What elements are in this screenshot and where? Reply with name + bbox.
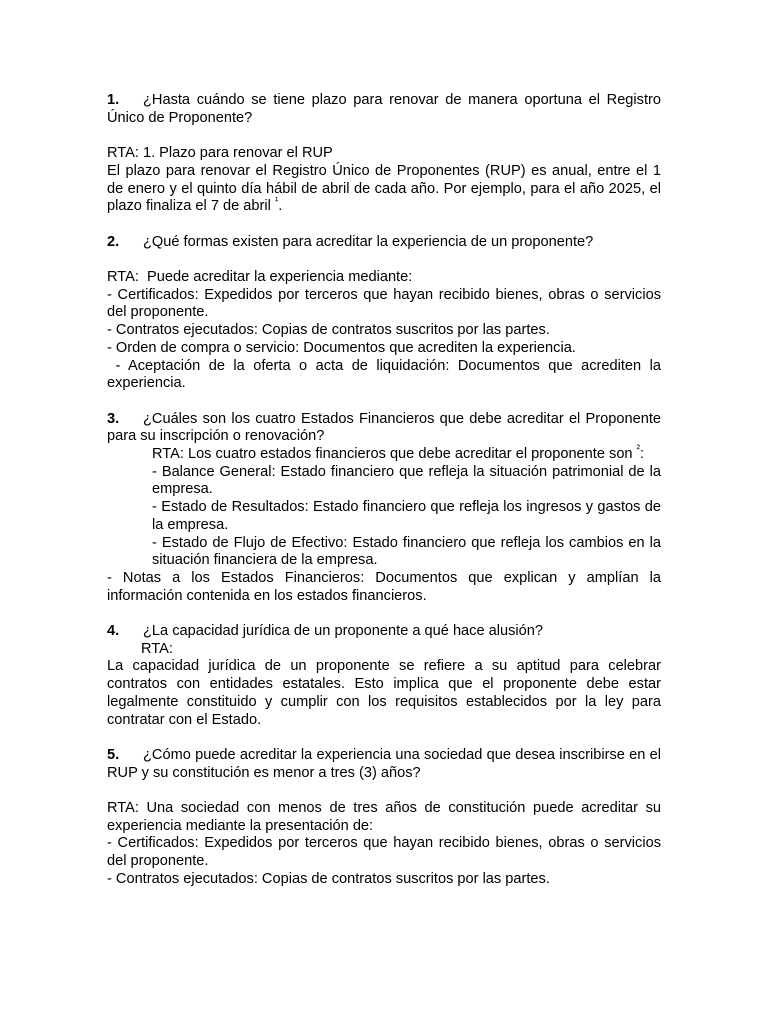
- question-number: 3.: [107, 410, 120, 427]
- list-item: - Certificados: Expedidos por terceros que hayan recibido bienes, obras o servicios del proponente.: [107, 835, 661, 870]
- list-item: - Balance General: Estado financiero que refleja la situación patrimonial de la empresa.: [152, 463, 661, 498]
- document-page: [107, 92, 666, 889]
- list-item: - Notas a los Estados Financieros: Documentos que explican y amplían la información contenida en los estados financieros.: [107, 569, 661, 604]
- list-item: - Orden de compra o servicio: Documentos que acrediten la experiencia.: [107, 339, 576, 356]
- question-1: [107, 92, 661, 127]
- question-5: [107, 747, 661, 782]
- list-item: - Certificados: Expedidos por terceros que hayan recibido bienes, obras o servicios del proponente.: [107, 286, 661, 321]
- question-4: [107, 623, 661, 641]
- question-number: 5.: [107, 746, 120, 763]
- list-item: - Estado de Resultados: Estado financiero que refleja los ingresos y gastos de la empresa.: [152, 499, 661, 533]
- answer-paragraph: El plazo para renovar el Registro Único de Proponentes (RUP) es anual, entre el 1 de enero y el quinto día hábil de abril de cada año. Por ejemplo, para el año 2025, el plazo finaliza el 7 de abril $^{^1}$.: [107, 162, 661, 215]
- question-number: 4.: [107, 623, 120, 640]
- list-item: - Estado de Flujo de Efectivo: Estado financiero que refleja los cambios en la situación financiera de la empresa.: [152, 534, 661, 569]
- list-item: - Aceptación de la oferta o acta de liquidación: Documentos que acrediten la experiencia.: [107, 357, 666, 392]
- list-item: - Contratos ejecutados: Copias de contratos suscritos por las partes.: [107, 870, 550, 887]
- list-item: - Contratos ejecutados: Copias de contratos suscritos por las partes.: [107, 322, 550, 339]
- question-number: 1.: [107, 92, 120, 108]
- answer-paragraph: La capacidad jurídica de un proponente se refiere a su aptitud para celebrar contratos con entidades estatales. Esto implica que el proponente debe estar legalmente constituido y cumplir con los requisitos establecidos por la ley para contratar con el Estado.: [107, 658, 661, 728]
- footnote-marker: ²: [636, 444, 640, 456]
- answer-intro: RTA: Puede acreditar la experiencia mediante:: [107, 268, 413, 285]
- question-number: 2.: [107, 233, 120, 250]
- footnote-marker: ¹: [274, 196, 279, 208]
- question-text: ¿La capacidad jurídica de un proponente a qué hace alusión?: [143, 623, 544, 640]
- question-text: ¿Hasta cuándo se tiene plazo para renovar de manera oportuna el Registro Único de Proponente?: [107, 92, 661, 126]
- answer-label: RTA:: [141, 640, 173, 657]
- question-text: ¿Cómo puede acreditar la experiencia una sociedad que desea inscribirse en el RUP y su constitución es menor a tres (3) años?: [107, 746, 661, 781]
- answer-intro: RTA: Una sociedad con menos de tres años de constitución puede acreditar su experiencia mediante la presentación de:: [107, 800, 661, 834]
- question-2: [107, 234, 661, 252]
- question-3: [107, 411, 661, 446]
- question-text: ¿Qué formas existen para acreditar la experiencia de un proponente?: [143, 233, 594, 250]
- question-text: ¿Cuáles son los cuatro Estados Financieros que debe acreditar el Proponente para su inscripción o renovación?: [107, 410, 661, 445]
- answer-intro: RTA: Los cuatro estados financieros que debe acreditar el proponente son $^{^2}$:: [152, 444, 645, 462]
- answer-title: RTA: 1. Plazo para renovar el RUP: [107, 145, 333, 162]
